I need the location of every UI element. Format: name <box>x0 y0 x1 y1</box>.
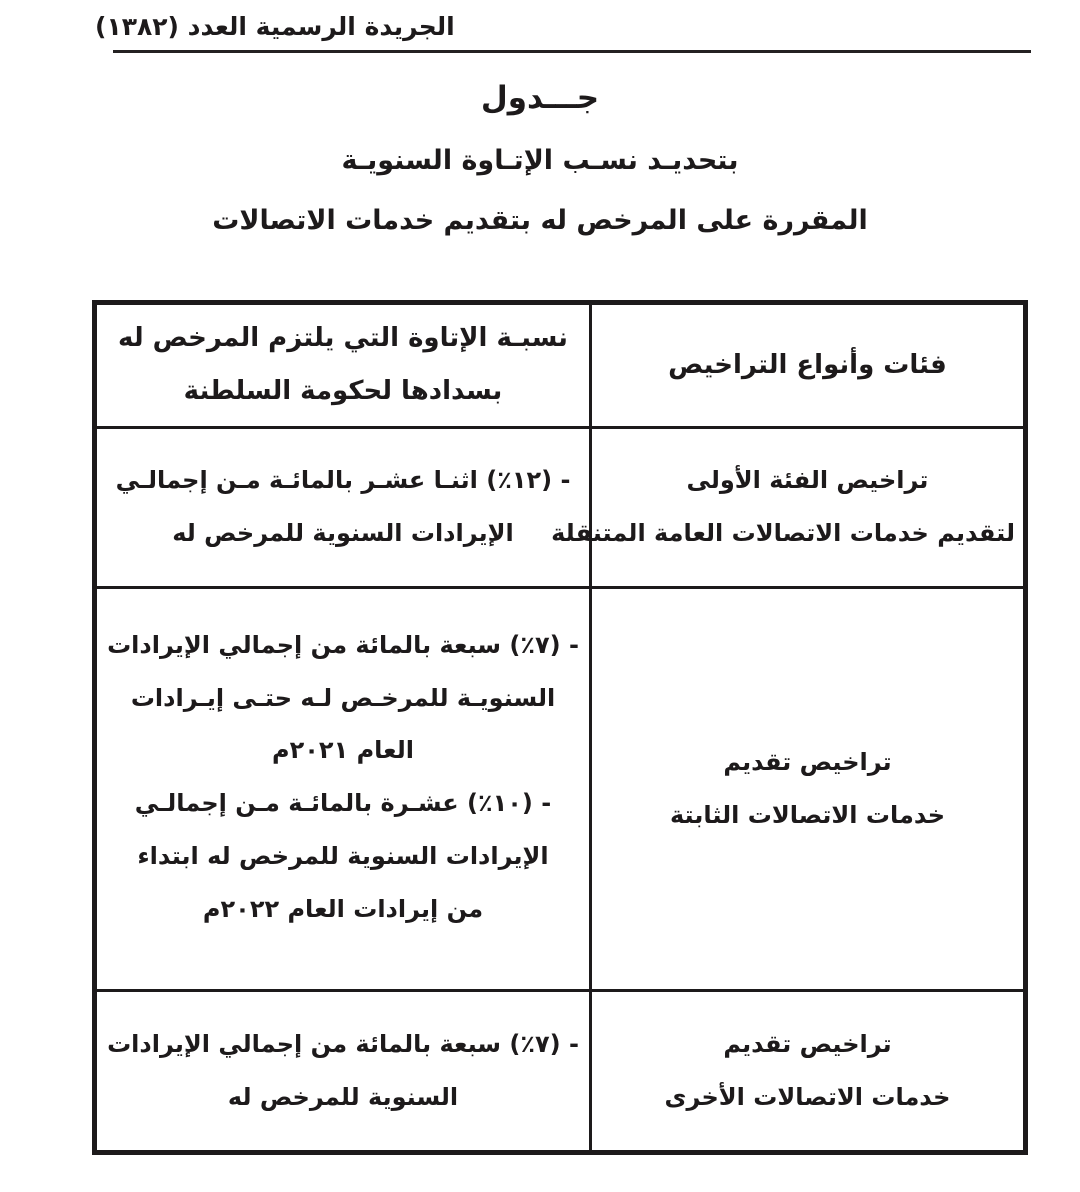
doc-subtitle-royalty: بتحديـد نسـب الإتـاوة السنويـة <box>341 145 739 177</box>
royalty-line: - (٧٪) سبعة بالمائة من إجمالي الإيرادات <box>107 630 579 659</box>
table-row-mobile-licenses <box>95 427 1026 587</box>
royalty-line: - (٧٪) سبعة بالمائة من إجمالي الإيرادات <box>107 1029 579 1058</box>
category-line: تراخيص الفئة الأولى <box>686 466 929 495</box>
doc-title: جـــدول <box>480 79 600 116</box>
doc-subtitle-licensee: المقررة على المرخص له بتقديم خدمات الاتصالات <box>212 204 868 236</box>
table-header-row <box>95 302 1026 427</box>
header-rule <box>113 50 1031 53</box>
category-line: تراخيص تقديم <box>723 1029 892 1058</box>
royalty-line: السنويـة للمرخـص لـه حتـى إيـرادات <box>130 683 556 712</box>
royalty-table <box>92 300 1028 1155</box>
category-cell <box>591 990 1026 1152</box>
royalty-cell <box>95 427 591 587</box>
col-header-royalty-line: نسبـة الإتاوة التي يلتزم المرخص له <box>118 322 568 353</box>
royalty-line: العام ٢٠٢١م <box>272 736 414 765</box>
col-header-label: فئات وأنواع التراخيص <box>668 349 947 380</box>
gazette-issue-header: الجريدة الرسمية العدد (١٣٨٢) <box>95 12 455 41</box>
royalty-cell <box>95 587 591 990</box>
royalty-cell <box>95 990 591 1152</box>
royalty-line: السنوية للمرخص له <box>227 1082 459 1111</box>
royalty-line: - (١٠٪) عشـرة بالمائـة مـن إجمالـي <box>134 789 552 818</box>
royalty-line: - (١٢٪) اثنـا عشـر بالمائـة مـن إجمالـي <box>115 466 571 495</box>
category-line: تراخيص تقديم <box>723 747 892 776</box>
category-cell <box>591 587 1026 990</box>
col-header-royalty-rate <box>95 302 591 427</box>
category-line: لتقديم خدمات الاتصالات العامة المتنقلة <box>551 519 1015 548</box>
royalty-line: الإيرادات السنوية للمرخص له ابتداء <box>137 841 549 870</box>
col-header-license-categories <box>591 302 1026 427</box>
table-row-other-licenses <box>95 990 1026 1152</box>
col-header-royalty-line: بسدادها لحكومة السلطنة <box>183 376 503 407</box>
category-cell <box>551 427 1026 587</box>
royalty-line: من إيرادات العام ٢٠٢٢م <box>202 894 484 923</box>
table-row-fixed-licenses <box>95 587 1026 990</box>
category-line: خدمات الاتصالات الثابتة <box>669 800 946 829</box>
royalty-line: الإيرادات السنوية للمرخص له <box>172 519 514 548</box>
category-line: خدمات الاتصالات الأخرى <box>664 1082 951 1111</box>
